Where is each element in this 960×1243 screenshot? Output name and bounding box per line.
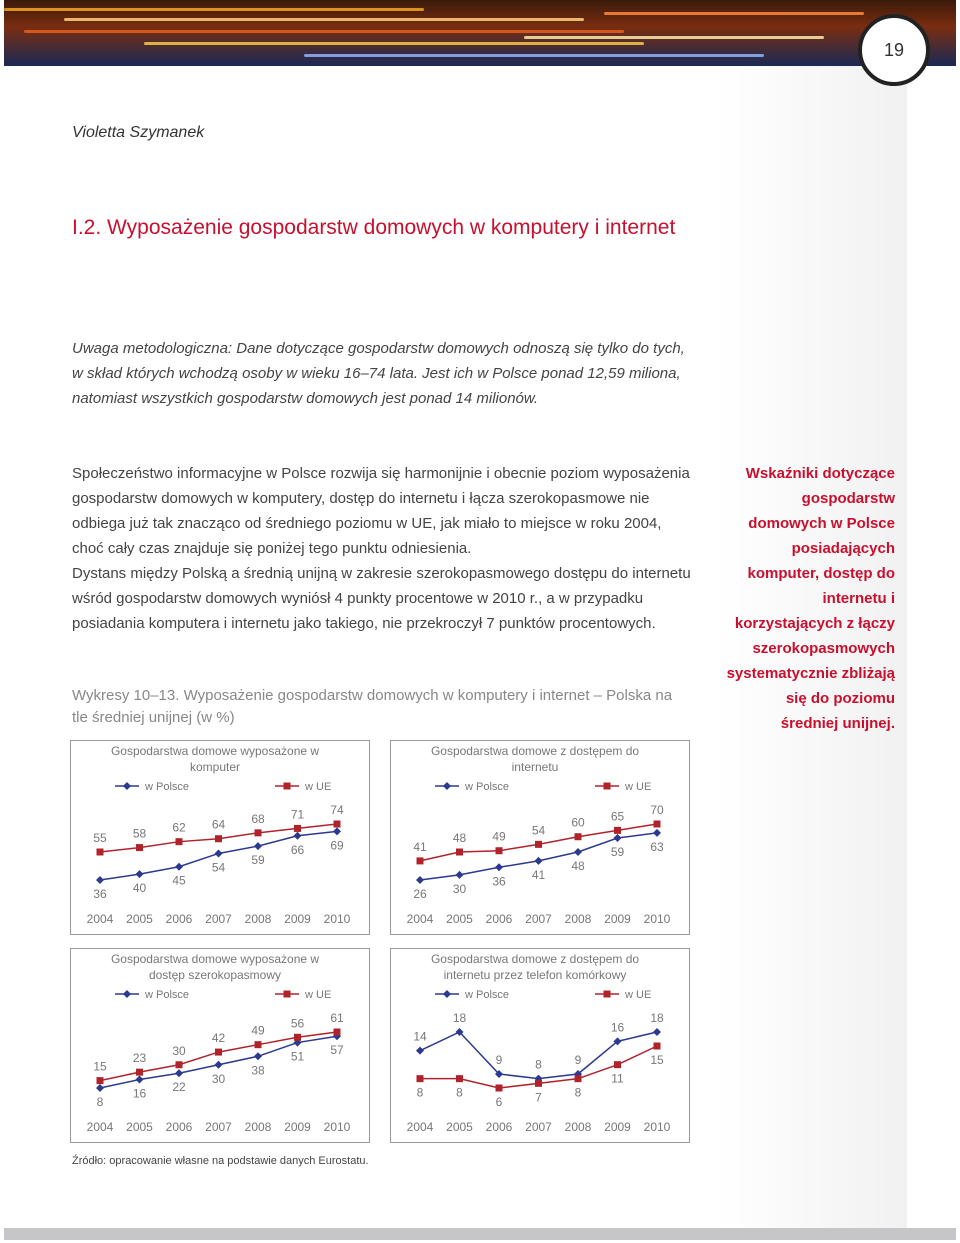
x-tick-label: 2005 [126, 1120, 153, 1134]
source-note: Źródło: opracowanie własne na podstawie danych Eurostatu. [72, 1155, 369, 1167]
data-label-eu: 68 [251, 811, 265, 826]
data-label-poland: 48 [571, 859, 585, 873]
figure-label: Wykresy 10–13. [72, 687, 180, 704]
x-tick-label: 2005 [446, 1120, 473, 1134]
legend-label: w UE [625, 989, 652, 1001]
data-label-poland: 45 [172, 873, 186, 888]
light-streak [524, 36, 824, 39]
chart-title: Gospodarstwa domowe wyposażone w [110, 952, 320, 966]
section-title: Wyposażenie gospodarstw domowych w komputery i internet [107, 216, 676, 239]
data-label-poland: 36 [492, 874, 506, 889]
data-label-poland: 66 [290, 842, 305, 857]
figure-caption [72, 685, 692, 729]
data-point-eu [215, 835, 222, 842]
data-point-eu [614, 827, 621, 834]
data-label-poland: 41 [531, 867, 546, 882]
data-point-eu [255, 829, 262, 836]
legend-label: w UE [625, 781, 652, 793]
data-point-eu [417, 1075, 424, 1082]
x-tick-label: 2005 [126, 912, 153, 926]
data-point-eu [456, 1075, 463, 1082]
chart-mobile-internet [390, 948, 690, 1143]
methodology-note: Uwaga metodologiczna: Dane dotyczące gospodarstw domowych odnoszą się tylko do tych, w skład których wchodzą osoby w wieku 16–74 lata. Jest ich w Polsce ponad 12,59 miliona, natomiast wszystkich gospodarstw domowych jest ponad 14 milionów. [72, 340, 685, 407]
data-label-poland: 18 [452, 1011, 467, 1025]
data-point-eu [417, 857, 424, 864]
chart-title: internetu [511, 760, 559, 774]
paragraph: Społeczeństwo informacyjne w Polsce rozwija się harmonijnie i obecnie poziom wyposażenia gospodarstw domowych w komputery, dostęp do internetu i łącza szerokopasmowe nie odbiega już tak znacząco od średniego poziomu w UE, jak miało to miejsce w roku 2004, choć cały czas znajduje się poniżej tego punktu odniesienia. [72, 465, 690, 557]
data-label-eu: 49 [251, 1023, 265, 1038]
figure-caption-text: Wyposażenie gospodarstw domowych w komputery i internet – Polska na tle średniej unijnej (w %) [72, 687, 673, 726]
body-text [72, 461, 692, 636]
x-tick-label: 2008 [244, 912, 272, 926]
data-label-poland: 30 [211, 1071, 226, 1086]
data-label-eu: 8 [456, 1085, 463, 1100]
data-label-poland: 36 [93, 887, 107, 901]
data-label-poland: 8 [96, 1095, 104, 1109]
chart-internet [390, 740, 690, 935]
x-tick-label: 2008 [244, 1120, 272, 1134]
header-banner-image [4, 0, 956, 66]
data-label-eu: 62 [172, 820, 186, 835]
chart-title: Gospodarstwa domowe z dostępem do [430, 744, 640, 758]
chart-title: dostęp szerokopasmowy [148, 968, 282, 982]
data-label-poland: 26 [413, 887, 427, 901]
x-tick-label: 2009 [604, 1120, 631, 1134]
data-label-poland: 59 [251, 853, 265, 868]
data-label-eu: 65 [610, 809, 625, 824]
line-chart [70, 948, 370, 1143]
data-label-eu: 74 [330, 803, 344, 817]
data-point-eu [456, 849, 463, 856]
legend-label: w Polsce [145, 989, 190, 1001]
section-heading [72, 212, 692, 244]
chart-title: internetu przez telefon komórkowy [443, 968, 627, 982]
data-point-eu [136, 1069, 143, 1076]
data-label-poland: 18 [650, 1011, 664, 1025]
x-tick-label: 2005 [446, 912, 473, 926]
x-tick-label: 2006 [165, 912, 193, 926]
x-tick-label: 2004 [406, 912, 434, 926]
legend-label: w UE [305, 781, 332, 793]
data-label-poland: 59 [610, 845, 625, 859]
data-point-eu [136, 844, 143, 851]
light-streak [64, 18, 584, 21]
light-streak [604, 12, 864, 15]
data-label-eu: 64 [211, 817, 226, 832]
legend-marker-square [604, 783, 611, 790]
x-tick-label: 2010 [323, 1120, 351, 1134]
data-label-eu: 15 [650, 1053, 664, 1067]
x-tick-label: 2009 [284, 912, 311, 926]
side-note: Wskaźniki dotyczące gospodarstw domowych w Polsce posiadających komputer, dostęp do internetu i korzystających z łączy szerokopasmowych systematycznie zbliżają się do poziomu średniej unijnej. [726, 465, 895, 732]
chart-title: Gospodarstwa domowe wyposażone w [110, 744, 320, 758]
data-point-eu [654, 821, 661, 828]
x-tick-label: 2010 [643, 912, 671, 926]
x-tick-label: 2004 [406, 1120, 434, 1134]
line-chart [390, 948, 690, 1143]
data-label-eu: 8 [416, 1085, 424, 1100]
data-label-poland: 8 [535, 1057, 542, 1072]
legend-label: w UE [305, 989, 332, 1001]
data-label-eu: 70 [650, 803, 664, 817]
legend-marker-square [604, 991, 611, 998]
data-point-eu [496, 1085, 503, 1092]
data-label-poland: 14 [413, 1029, 427, 1044]
light-streak [144, 42, 644, 45]
data-label-poland: 57 [330, 1043, 344, 1058]
bottom-strip [4, 1228, 956, 1240]
data-point-eu [575, 1075, 582, 1082]
data-label-eu: 42 [211, 1031, 226, 1046]
data-label-poland: 63 [650, 839, 664, 854]
data-label-poland: 51 [290, 1049, 305, 1064]
data-label-poland: 16 [610, 1020, 625, 1035]
line-chart [390, 740, 690, 935]
data-label-eu: 71 [290, 807, 305, 822]
data-label-eu: 56 [290, 1016, 305, 1031]
x-tick-label: 2009 [604, 912, 631, 926]
x-tick-label: 2006 [165, 1120, 193, 1134]
data-point-eu [176, 1061, 183, 1068]
data-label-poland: 9 [495, 1053, 503, 1067]
data-point-eu [176, 838, 183, 845]
x-tick-label: 2007 [525, 1120, 552, 1134]
light-streak [24, 30, 624, 33]
data-point-eu [334, 821, 341, 828]
chart-title: komputer [189, 760, 241, 774]
x-tick-label: 2006 [485, 1120, 513, 1134]
x-tick-label: 2010 [323, 912, 351, 926]
data-label-eu: 49 [492, 829, 506, 844]
author-name: Violetta Szymanek [72, 124, 205, 141]
data-label-eu: 15 [93, 1059, 107, 1074]
data-point-eu [97, 849, 104, 856]
data-label-eu: 6 [495, 1095, 503, 1109]
data-label-eu: 58 [132, 826, 147, 841]
data-point-eu [294, 825, 301, 832]
legend-marker-square [284, 991, 291, 998]
x-tick-label: 2008 [564, 1120, 592, 1134]
data-label-eu: 7 [535, 1090, 542, 1105]
data-label-poland: 69 [330, 838, 344, 853]
chart-computer [70, 740, 370, 935]
data-point-eu [255, 1041, 262, 1048]
legend-label: w Polsce [145, 781, 190, 793]
data-label-eu: 11 [611, 1071, 624, 1086]
data-label-eu: 60 [571, 815, 585, 830]
legend-label: w Polsce [465, 989, 510, 1001]
data-label-eu: 41 [413, 839, 427, 854]
x-tick-label: 2004 [86, 912, 114, 926]
light-streak [304, 54, 764, 57]
data-point-eu [614, 1061, 621, 1068]
data-point-eu [294, 1034, 301, 1041]
chart-broadband [70, 948, 370, 1143]
data-label-eu: 23 [132, 1051, 147, 1066]
data-label-poland: 16 [132, 1086, 147, 1101]
data-label-poland: 38 [251, 1063, 265, 1078]
x-tick-label: 2008 [564, 912, 592, 926]
x-tick-label: 2007 [205, 1120, 232, 1134]
section-number: I.2. [72, 216, 102, 239]
data-label-eu: 61 [330, 1011, 344, 1025]
data-label-poland: 22 [172, 1080, 186, 1095]
page-number: 19 [858, 14, 930, 86]
chart-title: Gospodarstwa domowe z dostępem do [430, 952, 640, 966]
data-point-eu [334, 1029, 341, 1036]
x-tick-label: 2007 [525, 912, 552, 926]
data-point-eu [496, 847, 503, 854]
data-label-eu: 54 [531, 823, 546, 838]
line-chart [70, 740, 370, 935]
data-label-poland: 30 [452, 881, 467, 896]
x-tick-label: 2004 [86, 1120, 114, 1134]
x-tick-label: 2009 [284, 1120, 311, 1134]
data-label-eu: 8 [574, 1085, 582, 1100]
data-label-eu: 30 [172, 1043, 186, 1058]
paragraph: Dystans między Polską a średnią unijną w zakresie szerokopasmowego dostępu do internetu wśród gospodarstw domowych wyniósł 4 punkty procentowe w 2010 r., a w przypadku posiadania komputera i internetu jako takiego, nie przekroczył 7 punktów procentowych. [72, 565, 691, 632]
data-point-eu [97, 1077, 104, 1084]
data-point-eu [535, 1080, 542, 1087]
data-point-eu [535, 841, 542, 848]
x-tick-label: 2010 [643, 1120, 671, 1134]
x-tick-label: 2007 [205, 912, 232, 926]
light-streak [4, 8, 424, 11]
legend-label: w Polsce [465, 781, 510, 793]
data-label-poland: 9 [574, 1053, 582, 1067]
data-label-eu: 48 [452, 831, 467, 845]
data-label-eu: 55 [93, 831, 107, 845]
data-label-poland: 40 [132, 881, 147, 896]
data-point-eu [654, 1043, 661, 1050]
data-label-poland: 54 [211, 860, 226, 875]
x-tick-label: 2006 [485, 912, 513, 926]
data-point-eu [575, 833, 582, 840]
data-point-eu [215, 1049, 222, 1056]
legend-marker-square [284, 783, 291, 790]
